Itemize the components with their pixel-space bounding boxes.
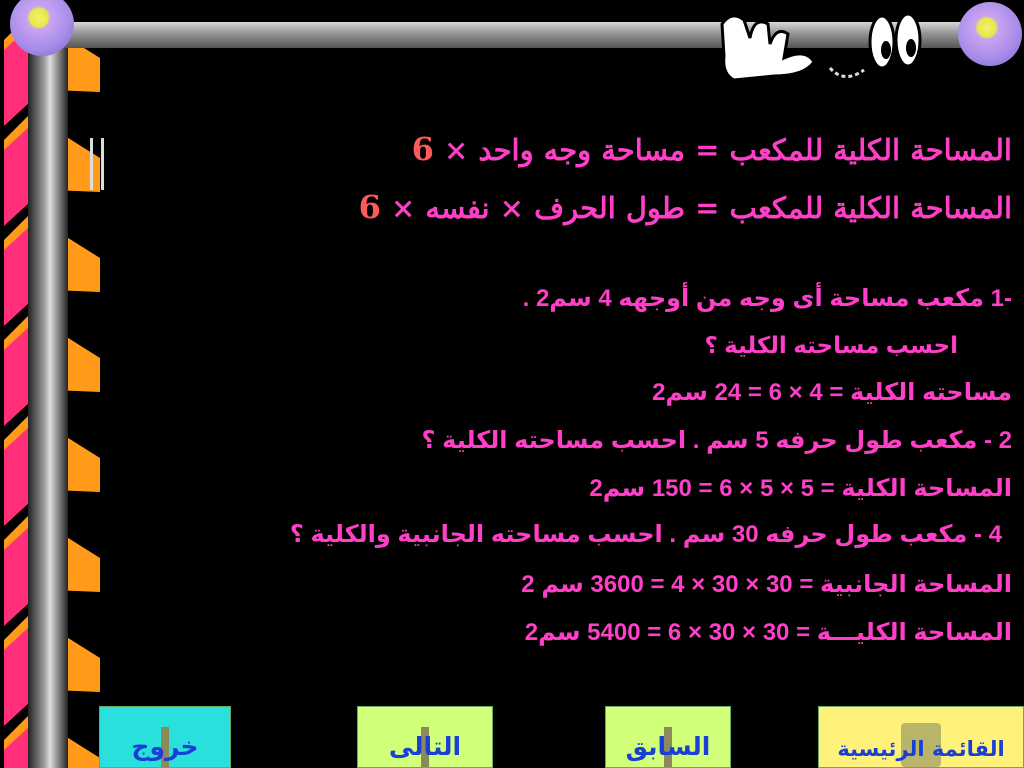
cartoon-hand-icon — [712, 4, 932, 88]
problem-2-answer: المساحة الكلية = 5 × 5 × 6 = 150 سم2 — [589, 475, 1012, 502]
previous-button[interactable] — [605, 706, 731, 768]
decorative-bracket — [90, 138, 104, 190]
exit-button-label: خروج — [131, 732, 199, 761]
formula-text: المساحة الكلية للمكعب = مساحة وجه واحد × — [443, 133, 1012, 167]
exit-button[interactable] — [99, 706, 231, 768]
previous-button-label: السابق — [625, 732, 711, 761]
decorative-ball-right — [958, 2, 1022, 66]
home-menu-button-label: القائمة الرئيسية — [837, 737, 1005, 761]
problem-3-statement: 4 - مكعب طول حرفه 30 سم . احسب مساحته الجانبية والكلية ؟ — [289, 521, 1002, 548]
formula-text: المساحة الكلية للمكعب = طول الحرف × نفسه × — [391, 191, 1012, 225]
problem-1-answer: مساحته الكلية = 4 × 6 = 24 سم2 — [652, 379, 1012, 406]
next-button-label: التالى — [388, 732, 462, 761]
problem-1-statement: -1 مكعب مساحة أى وجه من أوجهه 4 سم2 . — [522, 285, 1012, 312]
problem-3-total-answer: المساحة الكليـــة = 30 × 30 × 6 = 5400 سم2 — [524, 619, 1012, 646]
formula-factor: 6 — [411, 130, 434, 168]
problem-3-lateral-answer: المساحة الجانبية = 30 × 30 × 4 = 3600 سم 2 — [521, 571, 1012, 598]
formula-factor: 6 — [358, 188, 381, 226]
next-button[interactable] — [357, 706, 493, 768]
formula-line-2 — [359, 188, 1012, 226]
problem-1-question: احسب مساحته الكلية ؟ — [704, 332, 958, 358]
decorative-pole — [28, 30, 68, 768]
problem-2-statement: 2 - مكعب طول حرفه 5 سم . احسب مساحته الكلية ؟ — [421, 427, 1012, 454]
formula-line-1 — [412, 130, 1012, 168]
home-menu-button[interactable] — [818, 706, 1024, 768]
